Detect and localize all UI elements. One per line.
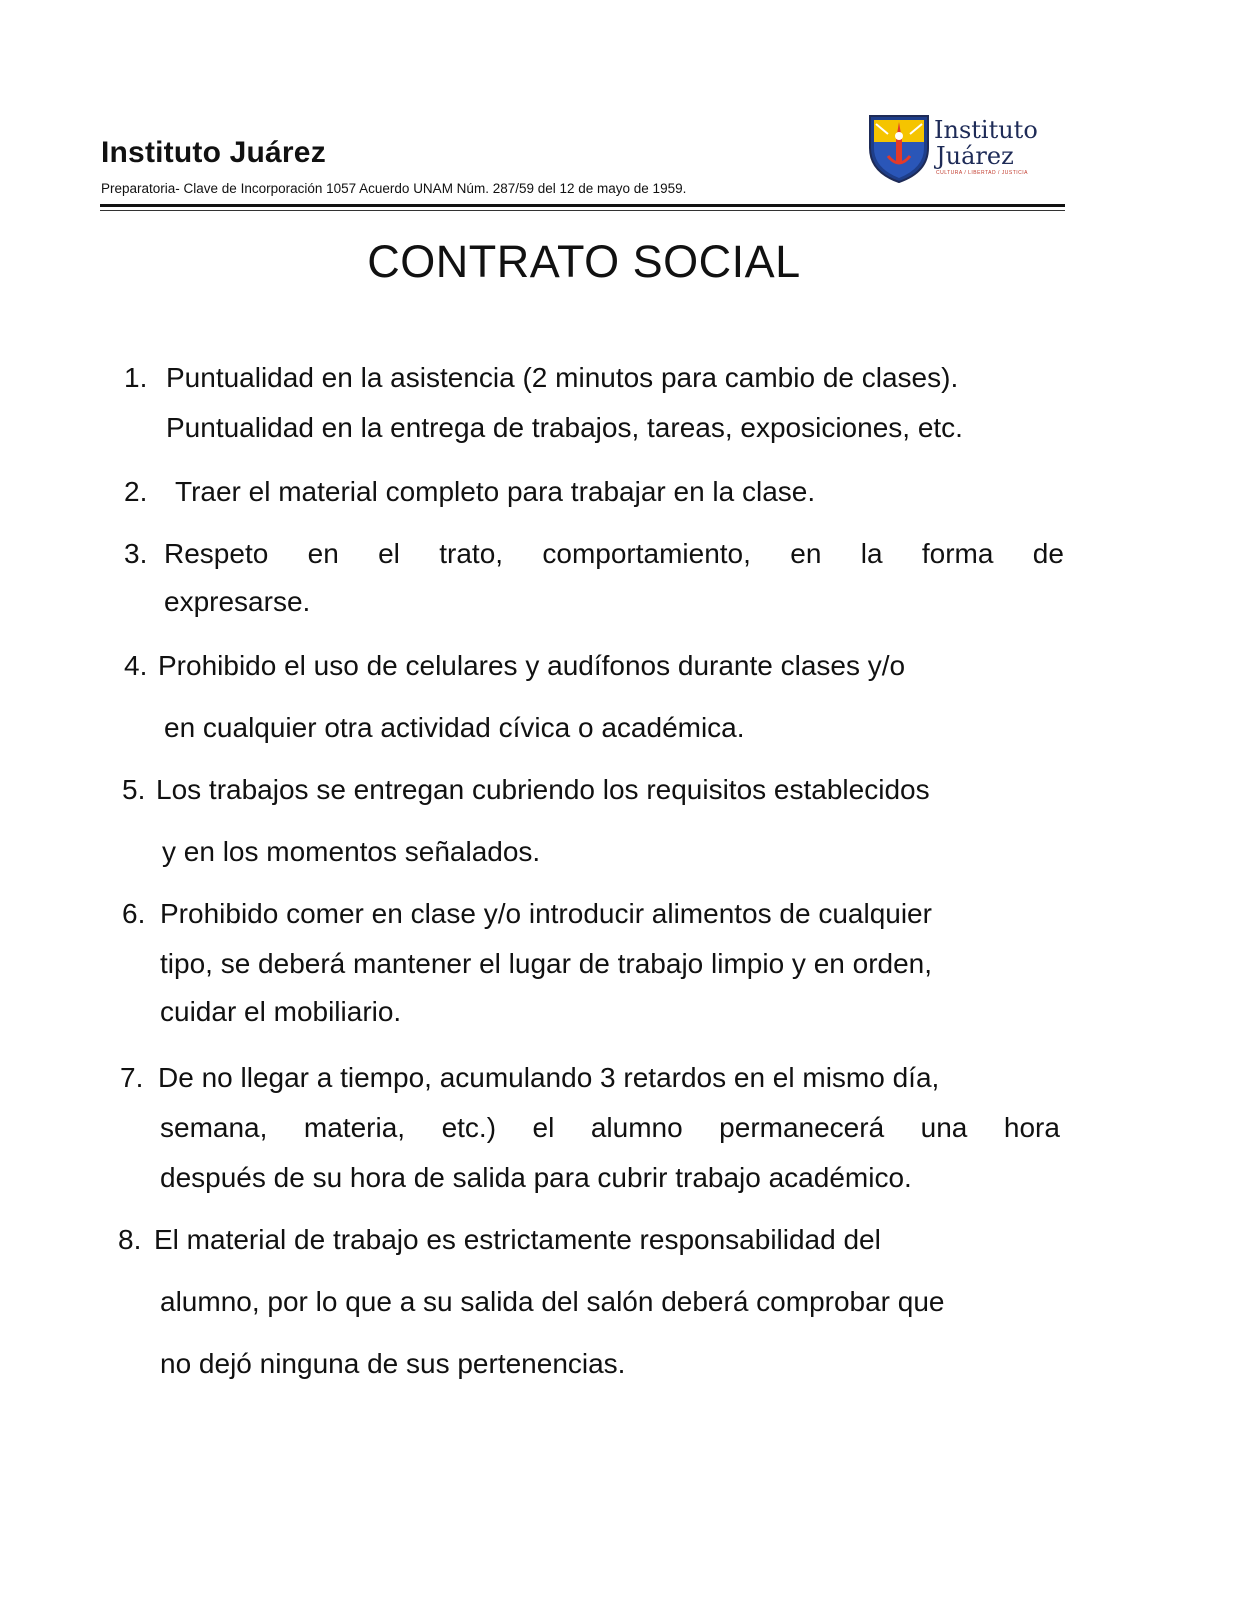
logo-tagline: CULTURA / LIBERTAD / JUSTICIA xyxy=(936,170,1029,176)
list-item-number: 4. xyxy=(124,650,148,681)
list-item-line: Puntualidad en la asistencia (2 minutos para cambio de clases). xyxy=(166,362,959,393)
institution-subtitle: Preparatoria- Clave de Incorporación 1057 Acuerdo UNAM Núm. 287/59 del 12 de mayo de 1959. xyxy=(101,181,687,196)
list-item-number: 1. xyxy=(124,362,148,393)
list-item-number: 2. xyxy=(124,476,148,507)
list-item-word: la xyxy=(860,538,883,569)
list-item-line: y en los momentos señalados. xyxy=(162,836,541,867)
list-item-line xyxy=(160,1114,1060,1142)
list-item-word: materia, xyxy=(303,1112,406,1143)
list-item-line: Prohibido comer en clase y/o introducir alimentos de cualquier xyxy=(160,898,932,929)
list-item-word: en xyxy=(790,538,822,569)
list-item-word: el xyxy=(378,538,400,569)
list-item-word: Respeto xyxy=(164,538,269,569)
list-item-line: Los trabajos se entregan cubriendo los requisitos establecidos xyxy=(156,774,930,805)
list-item-line: en cualquier otra actividad cívica o académica. xyxy=(164,712,745,743)
list-item-line: no dejó ninguna de sus pertenencias. xyxy=(160,1348,626,1379)
logo-word-instituto: Instituto xyxy=(934,116,1038,144)
list-item-line: expresarse. xyxy=(164,586,311,617)
list-item-line: Traer el material completo para trabajar en la clase. xyxy=(175,476,816,507)
list-item-word: el xyxy=(532,1112,555,1143)
list-item-word: una xyxy=(920,1112,968,1143)
logo-word-juarez: Juárez xyxy=(936,142,1014,170)
document-title: CONTRATO SOCIAL xyxy=(367,236,801,287)
list-item-word: semana, xyxy=(160,1112,268,1143)
list-item-line xyxy=(164,540,1064,568)
list-item-line: después de su hora de salida para cubrir trabajo académico. xyxy=(160,1162,912,1193)
list-item-word: hora xyxy=(1003,1112,1060,1143)
list-item-word: de xyxy=(1032,538,1064,569)
list-item-line: cuidar el mobiliario. xyxy=(160,996,402,1027)
list-item-number: 6. xyxy=(122,898,146,929)
list-item-number: 7. xyxy=(120,1062,144,1093)
list-item-number: 5. xyxy=(122,774,146,805)
list-item-word: permanecerá xyxy=(719,1112,885,1143)
list-item-word: trato, xyxy=(439,538,504,569)
list-item-line: tipo, se deberá mantener el lugar de trabajo limpio y en orden, xyxy=(160,948,933,979)
list-item-line: alumno, por lo que a su salida del salón deberá comprobar que xyxy=(160,1286,945,1317)
list-item-word: alumno xyxy=(590,1112,683,1143)
list-item-line: Puntualidad en la entrega de trabajos, tareas, exposiciones, etc. xyxy=(166,412,963,443)
list-item-word: etc.) xyxy=(441,1112,497,1143)
list-item-word: comportamiento, xyxy=(542,538,751,569)
list-item-word: forma xyxy=(921,538,994,569)
list-item-line: Prohibido el uso de celulares y audífonos durante clases y/o xyxy=(158,650,906,681)
list-item-number: 3. xyxy=(124,538,148,569)
list-item-line: De no llegar a tiempo, acumulando 3 retardos en el mismo día, xyxy=(158,1062,940,1093)
list-item-number: 8. xyxy=(118,1224,142,1255)
institution-name: Instituto Juárez xyxy=(101,136,326,169)
list-item-word: en xyxy=(307,538,339,569)
list-item-line: El material de trabajo es estrictamente responsabilidad del xyxy=(154,1224,881,1255)
